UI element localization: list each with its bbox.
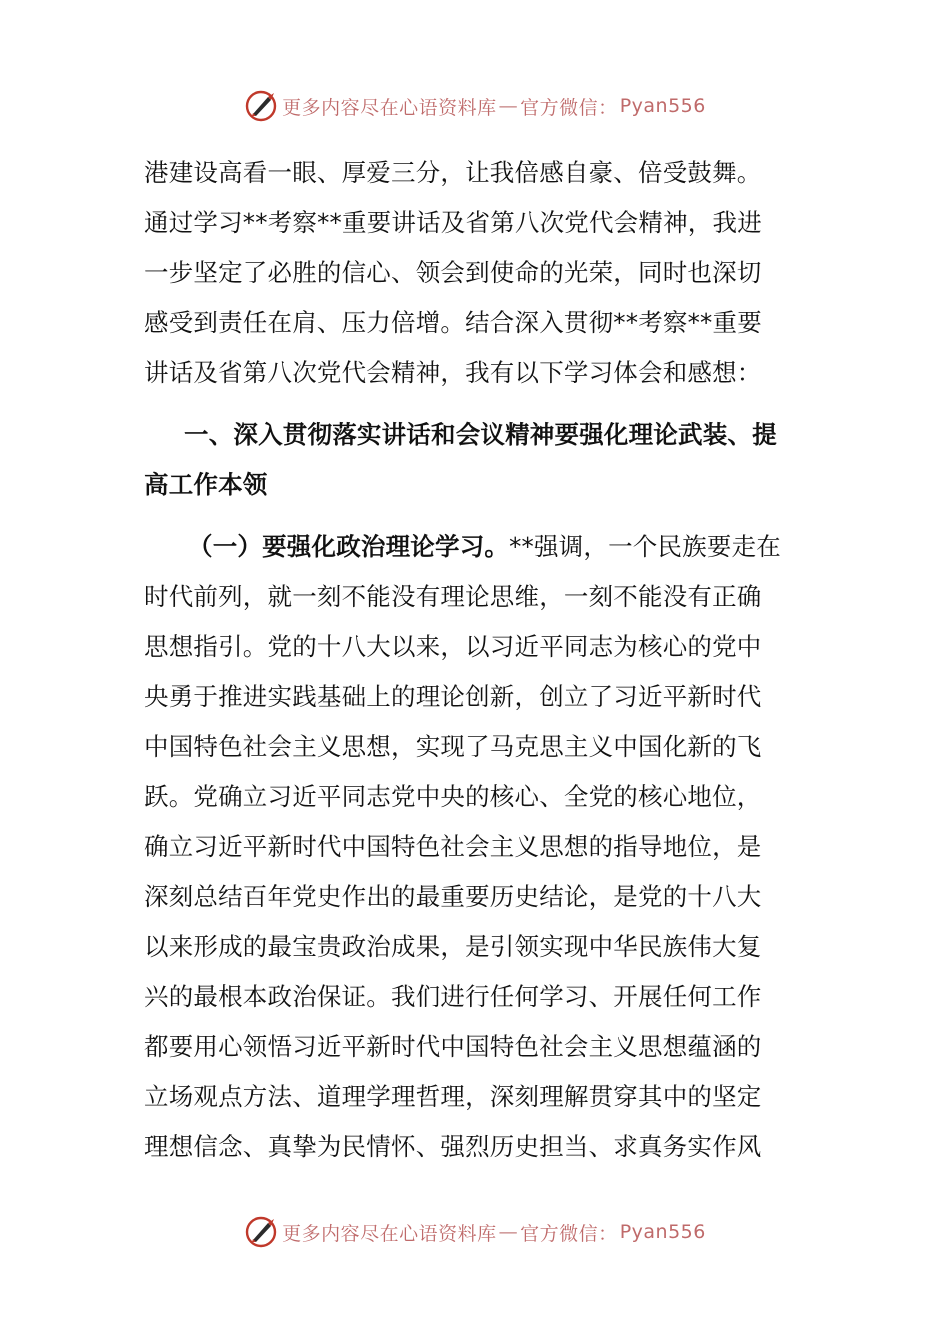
body-line: 通过学习**考察**重要讲话及省第八次党代会精神，我进 [144,208,762,237]
body-line: 确立习近平新时代中国特色社会主义思想的指导地位，是 [144,832,762,861]
body-line: 中国特色社会主义思想，实现了马克思主义中国化新的飞 [144,732,762,761]
body-line: 兴的最根本政治保证。我们进行任何学习、开展任何工作 [144,982,762,1011]
section-heading-line: 一、深入贯彻落实讲话和会议精神要强化理论武装、提 [184,420,777,449]
body-line: 讲话及省第八次党代会精神，我有以下学习体会和感想： [144,358,762,387]
banner-text: 更多内容尽在心语资料库 [282,1222,497,1245]
body-line: 港建设高看一眼、厚爱三分，让我倍感自豪、倍受鼓舞。 [144,158,762,187]
banner-text: 更多内容尽在心语资料库 [282,96,497,119]
body-line: 深刻总结百年党史作出的最重要历史结论，是党的十八大 [144,882,762,911]
body-line: 一步坚定了必胜的信心、领会到使命的光荣，同时也深切 [144,258,762,287]
document-body [144,148,808,1172]
banner-wechat-label: 官方微信： [520,96,618,119]
banner-wechat-label: 官方微信： [520,1222,618,1245]
subheading-text: **强调，一个民族要走在 [509,532,782,561]
body-line: 思想指引。党的十八大以来，以习近平同志为核心的党中 [144,632,762,661]
quill-pen-logo-icon [244,1215,278,1249]
footer-watermark-banner [0,1212,950,1252]
body-line: 跃。党确立习近平同志党中央的核心、全党的核心地位， [144,782,762,811]
body-line: 时代前列，就一刻不能没有理论思维，一刻不能没有正确 [144,582,762,611]
banner-separator: — [498,1221,519,1243]
body-line: 立场观点方法、道理学理哲理，深刻理解贯穿其中的坚定 [144,1082,762,1111]
body-line: 都要用心领悟习近平新时代中国特色社会主义思想蕴涵的 [144,1032,762,1061]
subheading-line [144,522,808,572]
quill-pen-logo-icon [244,89,278,123]
subheading-title: （一）要强化政治理论学习。 [188,532,510,561]
banner-wechat-id: Pyan556 [619,1221,706,1243]
body-line: 以来形成的最宝贵政治成果，是引领实现中华民族伟大复 [144,932,762,961]
body-line: 感受到责任在肩、压力倍增。结合深入贯彻**考察**重要 [144,308,762,337]
header-watermark-banner [0,86,950,126]
banner-wechat-id: Pyan556 [619,95,706,117]
section-heading-line: 高工作本领 [144,470,268,499]
banner-separator: — [498,95,519,117]
body-line: 理想信念、真挚为民情怀、强烈历史担当、求真务实作风 [144,1132,762,1161]
body-line: 央勇于推进实践基础上的理论创新，创立了习近平新时代 [144,682,762,711]
